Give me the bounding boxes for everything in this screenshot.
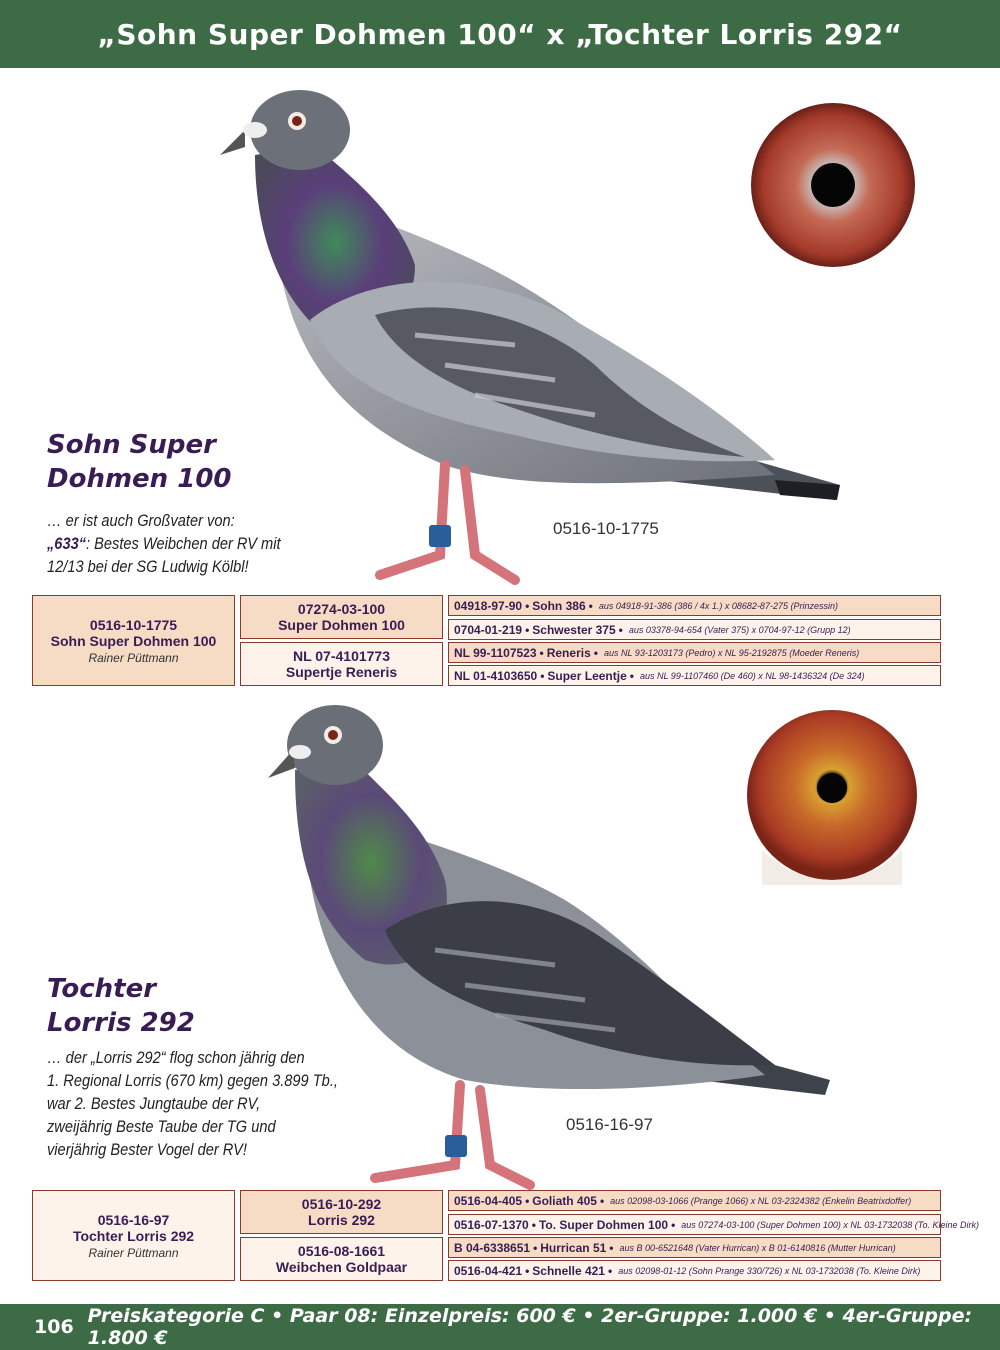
bird-2-mother-ring: 0516-08-1661 xyxy=(297,1243,386,1259)
bird-2-main-ring: 0516-16-97 xyxy=(97,1211,170,1228)
price-info: Preiskategorie C • Paar 08: Einzelpreis: 600 € • 2er-Gruppe: 1.000 € • 4er-Gruppe: 1.800 € xyxy=(87,1305,973,1349)
bird-2-main-box xyxy=(32,1190,235,1281)
gp-lineage: aus 07274-03-100 (Super Dohmen 100) x NL 03-1732038 (To. Kleine Dirk) xyxy=(681,1219,979,1230)
bird-2-title-line2: Lorris 292 xyxy=(47,1008,195,1038)
bird-2-desc-line1: … der „Lorris 292“ flog schon jährig den xyxy=(47,1048,305,1067)
bird-1-main-ring: 0516-10-1775 xyxy=(89,616,178,633)
gp-ring: NL 01-4103650 xyxy=(454,668,538,683)
gp-name: Reneris xyxy=(546,645,591,660)
bird-1-main-box xyxy=(32,595,235,686)
gp-name: To. Super Dohmen 100 xyxy=(538,1217,669,1232)
gp-lineage: aus 03378-94-654 (Vater 375) x 0704-97-12 (Grupp 12) xyxy=(628,624,851,635)
bird-1-desc-line3: 12/13 bei der SG Ludwig Kölbl! xyxy=(47,557,249,576)
bird-1-desc-line2-rest: : Bestes Weibchen der RV mit xyxy=(86,534,281,553)
eye-photo-1 xyxy=(748,100,918,270)
gp-ring: 0516-04-421 xyxy=(454,1263,523,1278)
bird-2-title-line1: Tochter xyxy=(47,974,157,1004)
gp-lineage: aus B 00-6521648 (Vater Hurrican) x B 01-6140816 (Mutter Hurrican) xyxy=(619,1242,896,1253)
bird-1-desc-highlight: „633“ xyxy=(47,534,87,553)
bird-2-desc-line5: vierjährig Bester Vogel der RV! xyxy=(47,1140,247,1159)
page-title: „Sohn Super Dohmen 100“ x „Tochter Lorris 292“ xyxy=(97,17,903,51)
bird-1-title-line1: Sohn Super xyxy=(47,430,216,460)
bird-2-grandparent-4: 0516-04-421 • Schnelle 421 • aus 02098-01-12 (Sohn Prange 330/726) x NL 03-1732038 (To. Kleine Dirk) xyxy=(448,1260,941,1281)
page-header xyxy=(0,0,1000,68)
bird-2-main-owner: Rainer Püttmann xyxy=(88,1245,179,1260)
bird-2-mother-box xyxy=(240,1237,443,1281)
bird-2-description xyxy=(47,1046,338,1161)
bird-1-ring-label: 0516-10-1775 xyxy=(553,519,659,538)
gp-ring: 0516-07-1370 xyxy=(454,1217,529,1232)
gp-lineage: aus NL 93-1203173 (Pedro) x NL 95-2192875 (Moeder Reneris) xyxy=(603,647,860,658)
bird-1-mother-box xyxy=(240,642,443,686)
gp-ring: B 04-6338651 xyxy=(454,1240,531,1255)
bird-2-father-box xyxy=(240,1190,443,1234)
bird-1-grandparent-4: NL 01-4103650 • Super Leentje • aus NL 99-1107460 (De 460) x NL 98-1436324 (De 324) xyxy=(448,665,941,686)
bird-1-description xyxy=(47,509,305,578)
bird-1-mother-name: Supertje Reneris xyxy=(285,664,398,680)
gp-lineage: aus 04918-91-386 (386 / 4x 1.) x 08682-87-275 (Prinzessin) xyxy=(598,600,838,611)
bird-1-father-name: Super Dohmen 100 xyxy=(278,617,405,633)
gp-name: Sohn 386 xyxy=(532,598,586,613)
bird-1-desc-line1: … er ist auch Großvater von: xyxy=(47,511,235,530)
bird-2-desc-line3: war 2. Bestes Jungtaube der RV, xyxy=(47,1094,261,1113)
eye-photo-2 xyxy=(742,710,922,890)
page-number: 106 xyxy=(34,1316,74,1338)
gp-name: Goliath 405 xyxy=(532,1193,597,1208)
gp-name: Super Leentje xyxy=(547,668,627,683)
bird-1-grandparent-2: 0704-01-219 • Schwester 375 • aus 03378-94-654 (Vater 375) x 0704-97-12 (Grupp 12) xyxy=(448,619,941,640)
gp-ring: 0704-01-219 xyxy=(454,622,523,637)
bird-2-desc-line2: 1. Regional Lorris (670 km) gegen 3.899 Tb., xyxy=(47,1071,338,1090)
gp-ring: 0516-04-405 xyxy=(454,1193,523,1208)
bird-2-main-name: Tochter Lorris 292 xyxy=(72,1227,195,1244)
bird-1-grandparent-1: 04918-97-90 • Sohn 386 • aus 04918-91-386 (386 / 4x 1.) x 08682-87-275 (Prinzessin) xyxy=(448,595,941,616)
page-footer xyxy=(0,1304,1000,1350)
gp-lineage: aus 02098-01-12 (Sohn Prange 330/726) x NL 03-1732038 (To. Kleine Dirk) xyxy=(618,1265,921,1276)
bird-1-father-ring: 07274-03-100 xyxy=(297,601,386,617)
bird-2-title xyxy=(47,972,195,1040)
bird-1-mother-ring: NL 07-4101773 xyxy=(292,648,391,664)
gp-name: Schwester 375 xyxy=(532,622,616,637)
gp-ring: 04918-97-90 xyxy=(454,598,523,613)
bird-1-title-line2: Dohmen 100 xyxy=(47,464,232,494)
bird-2-grandparent-3: B 04-6338651 • Hurrican 51 • aus B 00-6521648 (Vater Hurrican) x B 01-6140816 (Mutter Hurrican) xyxy=(448,1237,941,1258)
bird-2-grandparent-1: 0516-04-405 • Goliath 405 • aus 02098-03-1066 (Prange 1066) x NL 03-2324382 (Enkelin Beatrixdoffer) xyxy=(448,1190,941,1211)
bird-2-father-name: Lorris 292 xyxy=(308,1212,375,1228)
bird-2-father-ring: 0516-10-292 xyxy=(301,1196,382,1212)
bird-2-mother-name: Weibchen Goldpaar xyxy=(275,1259,408,1275)
bird-1-father-box xyxy=(240,595,443,639)
gp-lineage: aus NL 99-1107460 (De 460) x NL 98-1436324 (De 324) xyxy=(639,670,865,681)
bird-2-ring-label: 0516-16-97 xyxy=(566,1115,653,1134)
gp-lineage: aus 02098-03-1066 (Prange 1066) x NL 03-2324382 (Enkelin Beatrixdoffer) xyxy=(610,1195,912,1206)
gp-name: Schnelle 421 xyxy=(532,1263,605,1278)
gp-ring: NL 99-1107523 xyxy=(454,645,537,660)
bird-1-title xyxy=(47,428,232,496)
bird-1-main-owner: Rainer Püttmann xyxy=(88,650,179,665)
bird-1-grandparent-3: NL 99-1107523 • Reneris • aus NL 93-1203173 (Pedro) x NL 95-2192875 (Moeder Reneris) xyxy=(448,642,941,663)
bird-1-desc-line2 xyxy=(47,532,305,555)
bird-2-grandparent-2: 0516-07-1370 • To. Super Dohmen 100 • aus 07274-03-100 (Super Dohmen 100) x NL 03-1732038 (To. Kleine Dirk) xyxy=(448,1214,941,1235)
bird-1-main-name: Sohn Super Dohmen 100 xyxy=(50,632,217,649)
bird-2-desc-line4: zweijährig Beste Taube der TG und xyxy=(47,1117,276,1136)
gp-name: Hurrican 51 xyxy=(540,1240,607,1255)
